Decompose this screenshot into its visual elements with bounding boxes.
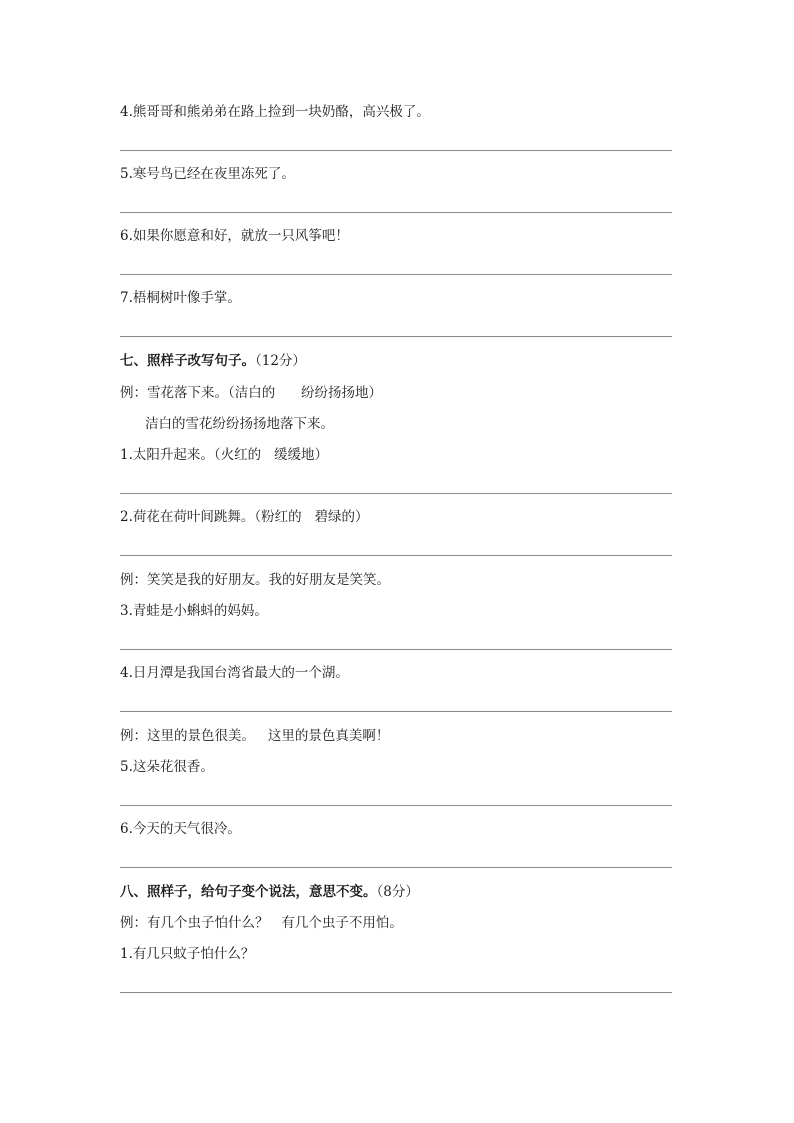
rewrite-question-5: 5.这朵花很香。	[120, 759, 214, 775]
example-1-answer: 洁白的雪花纷纷扬扬地落下来。	[145, 416, 334, 432]
example-1-text: 例：雪花落下来。（洁白的 纷纷扬扬地）	[120, 385, 382, 401]
example-2-text: 例：笑笑是我的好朋友。我的好朋友是笑笑。	[120, 572, 390, 588]
answer-line[interactable]	[120, 555, 672, 556]
question-7-text: 7.梧桐树叶像手掌。	[120, 290, 241, 306]
rewrite-question-4: 4.日月潭是我国台湾省最大的一个湖。	[120, 665, 349, 681]
rewrite-question-6: 6.今天的天气很冷。	[120, 821, 241, 837]
section-7-heading	[120, 352, 306, 370]
rewrite-question-2: 2.荷花在荷叶间跳舞。（粉红的 碧绿的）	[120, 509, 369, 525]
example-3-text: 例：这里的景色很美。 这里的景色真美啊！	[120, 728, 390, 744]
answer-line[interactable]	[120, 493, 672, 494]
question-5-text: 5.寒号鸟已经在夜里冻死了。	[120, 166, 295, 182]
answer-line[interactable]	[120, 649, 672, 650]
answer-line[interactable]	[120, 336, 672, 337]
answer-line[interactable]	[120, 867, 672, 868]
answer-line[interactable]	[120, 992, 672, 993]
answer-line[interactable]	[120, 150, 672, 151]
answer-line[interactable]	[120, 274, 672, 275]
section-7-title: 七、照样子改写句子。	[120, 353, 255, 369]
question-6-text: 6.如果你愿意和好，就放一只风筝吧！	[120, 228, 349, 244]
answer-line[interactable]	[120, 711, 672, 712]
rewrite-question-3: 3.青蛙是小蝌蚪的妈妈。	[120, 603, 268, 619]
question-4-text: 4.熊哥哥和熊弟弟在路上捡到一块奶酪，高兴极了。	[120, 104, 430, 120]
rewrite-question-1: 1.太阳升起来。（火红的 缓缓地）	[120, 447, 329, 463]
section-8-score: （8分）	[376, 884, 419, 900]
answer-line[interactable]	[120, 805, 672, 806]
section-8-heading	[120, 883, 419, 901]
section-7-score: （12分）	[255, 353, 306, 369]
section-8-title: 八、照样子，给句子变个说法，意思不变。	[120, 884, 377, 900]
example-4-text: 例：有几个虫子怕什么？ 有几个虫子不用怕。	[120, 915, 403, 931]
transform-question-1: 1.有几只蚊子怕什么？	[120, 946, 255, 962]
answer-line[interactable]	[120, 212, 672, 213]
